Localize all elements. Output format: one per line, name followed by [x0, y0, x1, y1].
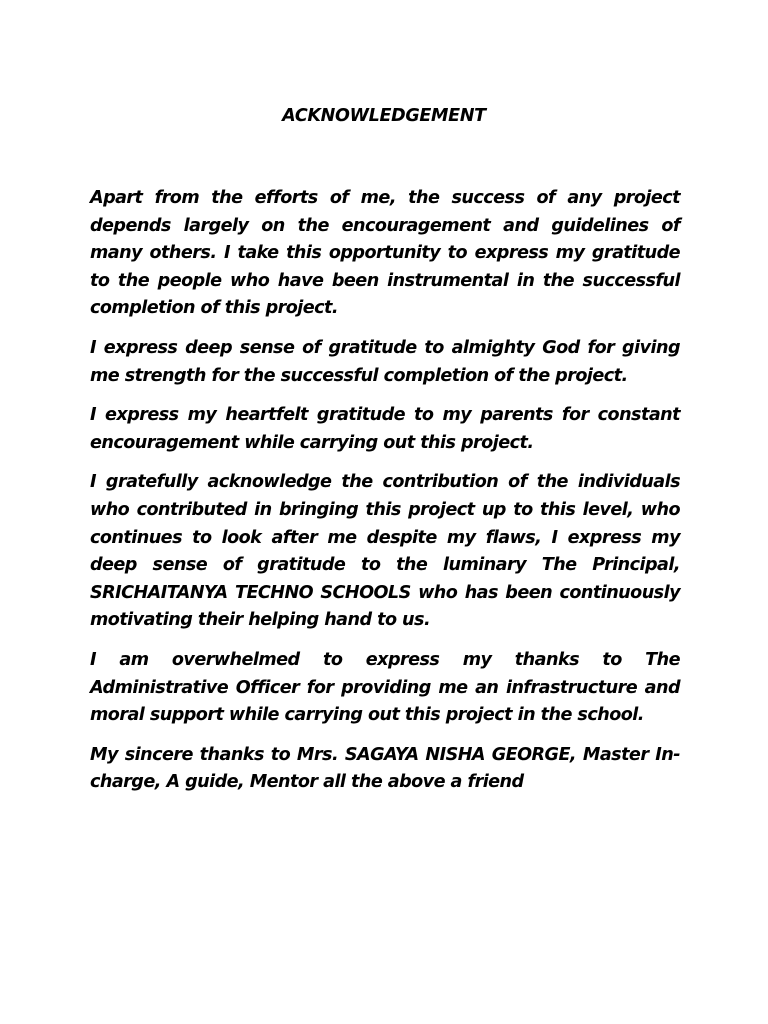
paragraph-principal: I gratefully acknowledge the contribution of the individuals who contributed in bringing this project up to this level, who continues to look after me despite my flaws, I express my deep sense of gratitude to the luminary The Principal, SRICHAITANYA TECHNO SCHOOLS who has been continuously motivating their helping hand to us. [90, 472, 680, 631]
document-body [90, 185, 680, 809]
paragraph-administrative-officer: I am overwhelmed to express my thanks to The Administrative Officer for providing me an infrastructure and moral support while carrying out this project in the school. [90, 649, 680, 726]
paragraph-parents: I express my heartfelt gratitude to my parents for constant encouragement while carrying out this project. [90, 405, 680, 453]
paragraph-god: I express deep sense of gratitude to almighty God for giving me strength for the successful completion of the project. [90, 337, 680, 386]
paragraph-guide: My sincere thanks to Mrs. SAGAYA NISHA GEORGE, Master In-charge, A guide, Mentor all the above a friend [90, 744, 680, 793]
document-title: ACKNOWLEDGEMENT [282, 106, 486, 126]
paragraph-efforts: Apart from the efforts of me, the success of any project depends largely on the encouragement and guidelines of many others. I take this opportunity to express my gratitude to the people who have been instrumental in the successful completion of this project. [90, 188, 680, 319]
